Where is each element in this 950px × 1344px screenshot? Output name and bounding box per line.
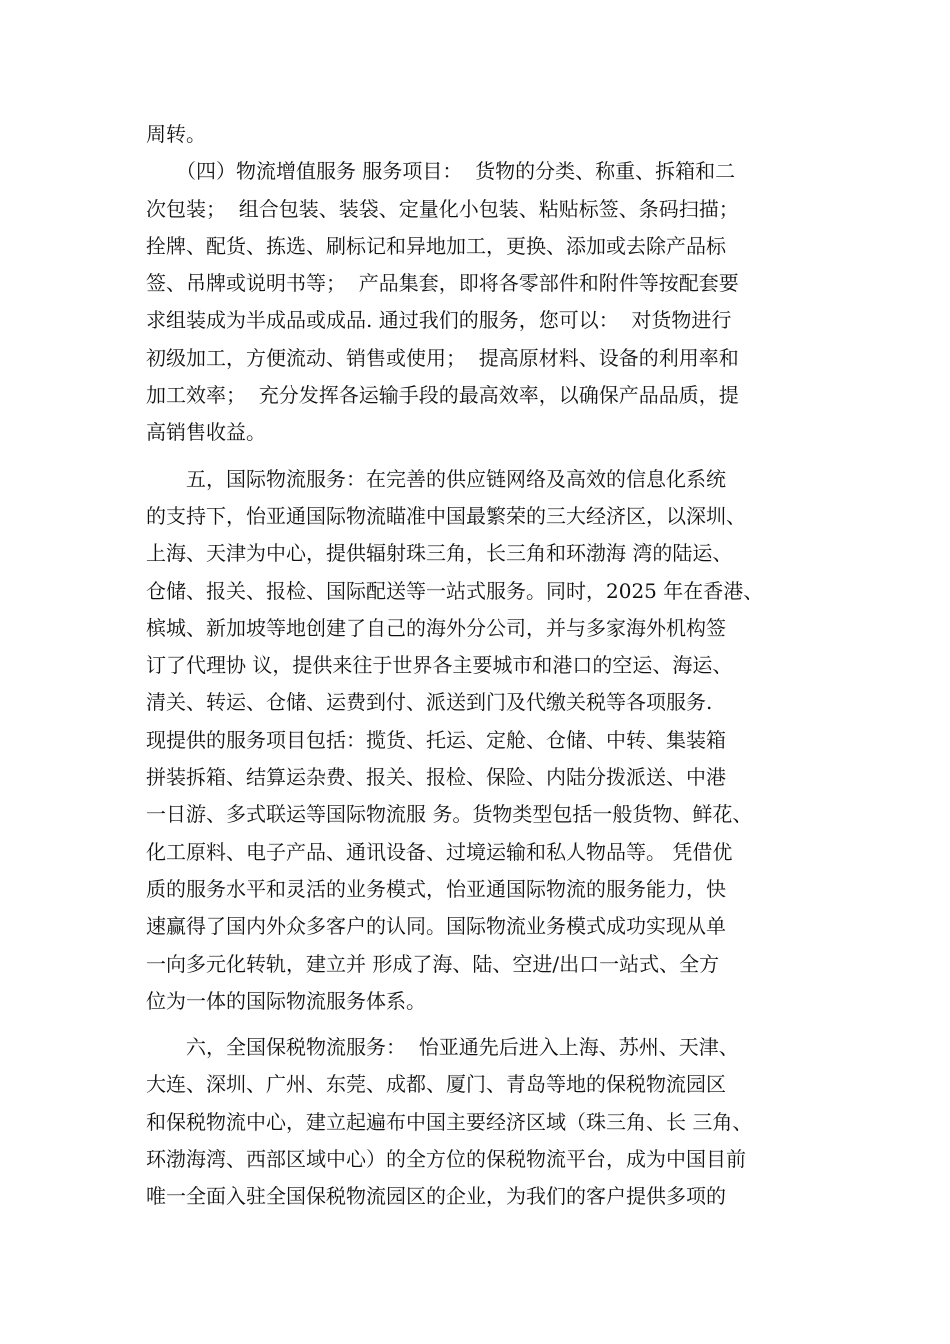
text-line: 次包装； 组合包装、装袋、定量化小包装、粘贴标签、条码扫描； bbox=[146, 196, 739, 221]
text-line: 上海、天津为中心，提供辐射珠三角，长三角和环渤海 湾的陆运、 bbox=[146, 541, 733, 566]
text-line: 速赢得了国内外众多客户的认同。国际物流业务模式成功实现从单 bbox=[146, 914, 726, 939]
text-line: 求组装成为半成品或成品. 通过我们的服务，您可以： 对货物进行 bbox=[146, 308, 732, 333]
text-line: 仓储、报关、报检、国际配送等一站式服务。同时，2025 年在香港、 bbox=[146, 578, 764, 603]
text-line: 质的服务水平和灵活的业务模式，怡亚通国际物流的服务能力，快 bbox=[146, 876, 726, 901]
document-body bbox=[146, 116, 826, 1216]
text-line: 唯一全面入驻全国保税物流园区的企业，为我们的客户提供多项的 bbox=[146, 1184, 726, 1209]
text-line: 订了代理协 议，提供来往于世界各主要城市和港口的空运、海运、 bbox=[146, 653, 733, 678]
paragraph-3 bbox=[146, 461, 826, 1020]
text-line: 六，全国保税物流服务： 怡亚通先后进入上海、苏州、天津、 bbox=[146, 1035, 739, 1060]
text-line: 一向多元化转轨，建立并 形成了海、陆、空进/出口一站式、全方 bbox=[146, 951, 720, 976]
text-line: 清关、转运、仓储、运费到付、派送到门及代缴关税等各项服务. bbox=[146, 690, 713, 715]
text-line: 拴牌、配货、拣选、刷标记和异地加工，更换、添加或去除产品标 bbox=[146, 233, 726, 258]
text-line: 初级加工，方便流动、销售或使用； 提高原材料、设备的利用率和 bbox=[146, 345, 739, 370]
text-line: 拼装拆箱、结算运杂费、报关、报检、保险、内陆分拨派送、中港 bbox=[146, 765, 726, 790]
text-line: 高销售收益。 bbox=[146, 420, 266, 445]
text-line: 一日游、多式联运等国际物流服 务。货物类型包括一般货物、鲜花、 bbox=[146, 802, 753, 827]
text-line: 大连、深圳、广州、东莞、成都、厦门、青岛等地的保税物流园区 bbox=[146, 1072, 726, 1097]
text-line: 位为一体的国际物流服务体系。 bbox=[146, 988, 426, 1013]
paragraph-spacer bbox=[146, 1020, 826, 1029]
text-line: 化工原料、电子产品、通讯设备、过境运输和私人物品等。 凭借优 bbox=[146, 839, 733, 864]
text-line: 现提供的服务项目包括：揽货、托运、定舱、仓储、中转、集装箱 bbox=[146, 727, 726, 752]
text-line: （四）物流增值服务 服务项目： 货物的分类、称重、拆箱和二 bbox=[146, 159, 736, 184]
text-line: 的支持下，怡亚通国际物流瞄准中国最繁荣的三大经济区，以深圳、 bbox=[146, 503, 746, 528]
paragraph-spacer bbox=[146, 452, 826, 461]
paragraph-2 bbox=[146, 153, 826, 451]
paragraph-4 bbox=[146, 1029, 826, 1215]
text-line: 槟城、新加坡等地创建了自己的海外分公司，并与多家海外机构签 bbox=[146, 615, 726, 640]
text-line: 加工效率； 充分发挥各运输手段的最高效率，以确保产品品质，提 bbox=[146, 383, 739, 408]
text-line: 周转。 bbox=[146, 122, 206, 146]
text-line: 五，国际物流服务：在完善的供应链网络及高效的信息化系统 bbox=[146, 466, 726, 491]
text-line: 签、吊牌或说明书等； 产品集套，即将各零部件和附件等按配套要 bbox=[146, 271, 739, 296]
text-line: 和保税物流中心，建立起遍布中国主要经济区域（珠三角、长 三角、 bbox=[146, 1109, 753, 1134]
paragraph-1 bbox=[146, 116, 826, 153]
text-line: 环渤海湾、西部区域中心）的全方位的保税物流平台，成为中国目前 bbox=[146, 1147, 746, 1172]
